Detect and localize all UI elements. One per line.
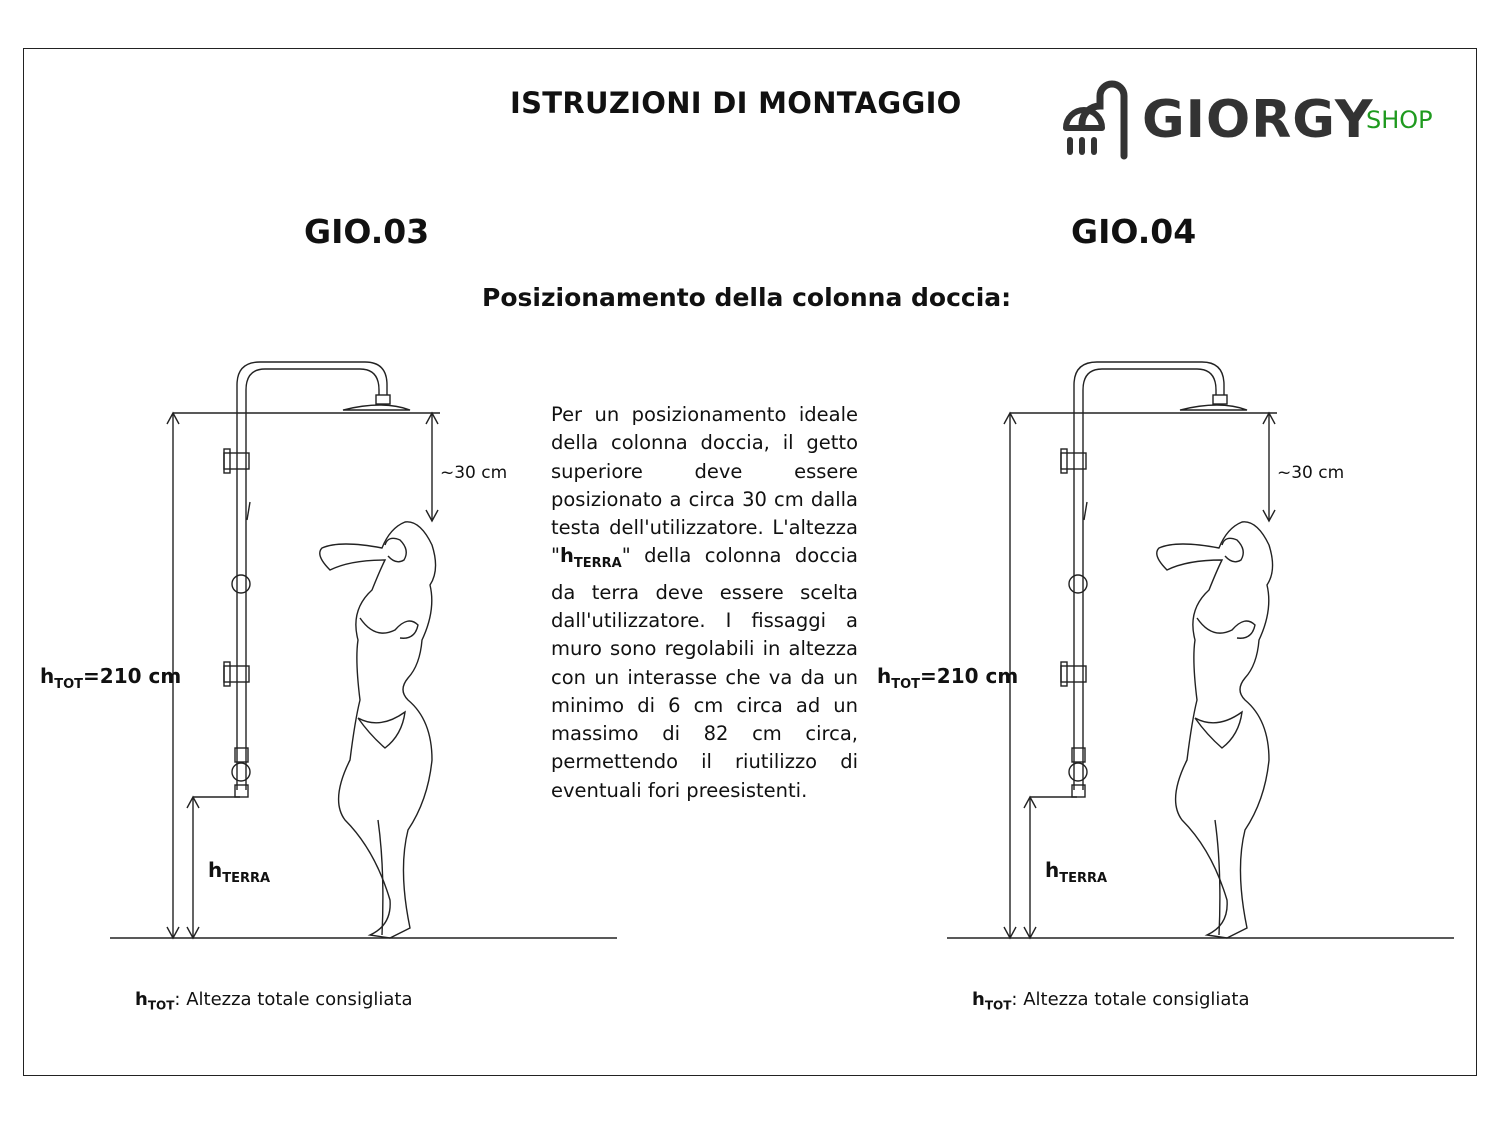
gio04-diagram (947, 362, 1454, 938)
gio04-footnote: $h_{TOT}$: Altezza totale consigliata (972, 989, 1250, 1013)
gio04-htot-label: $h_{TOT}=210$ cm (877, 664, 1019, 692)
logo-brand: GIORGY (1142, 90, 1374, 150)
gio04-distance-label: ~30 cm (1277, 463, 1345, 483)
page-title: ISTRUZIONI DI MONTAGGIO (510, 86, 962, 120)
paragraph-sub: TERRA (573, 556, 622, 572)
gio03-footnote: $h_{TOT}$: Altezza totale consigliata (135, 989, 413, 1013)
paragraph-text-2: " della colonna doccia da terra deve essere scelta dall'utilizzatore. I fissaggi a muro sono regolabili in altezza con un interasse che va da un minimo di 6 cm circa ad un massimo di 82 cm circa, permettendo il riutilizzo di eventuali fori preesistenti. (551, 544, 858, 802)
model-gio04-heading: GIO.04 (1071, 212, 1197, 251)
gio03-distance-label: ~30 cm (440, 463, 508, 483)
gio03-hterra-label: $h_{TERRA}$ (208, 858, 271, 886)
paragraph-text-1: Per un posizionamento ideale della colonna doccia, il getto superiore deve essere posizionato a circa 30 cm dalla testa dell'utilizzatore. L'altezza " (551, 403, 858, 568)
section-subtitle: Posizionamento della colonna doccia: (482, 283, 1012, 312)
model-gio03-heading: GIO.03 (304, 212, 430, 251)
logo-suffix: SHOP (1366, 106, 1433, 134)
gio03-htot-label: $h_{TOT}=210$ cm (40, 664, 182, 692)
gio04-hterra-label: $h_{TERRA}$ (1045, 858, 1108, 886)
paragraph-h: h (559, 544, 574, 568)
gio03-diagram (110, 362, 617, 938)
